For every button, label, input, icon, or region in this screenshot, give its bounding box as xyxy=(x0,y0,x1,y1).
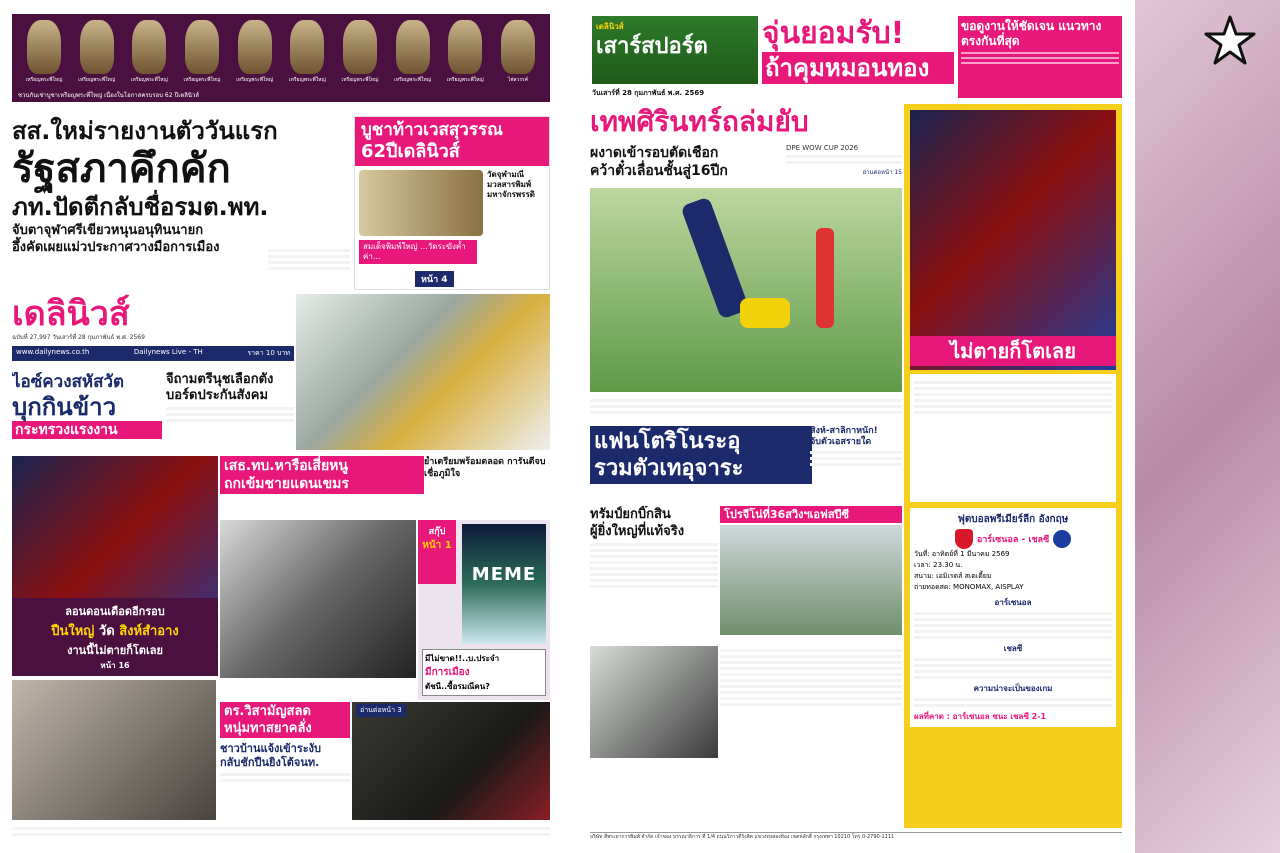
amulet-label: เหรียญพระพี่ใหญ่ xyxy=(394,77,432,83)
amulet-item xyxy=(441,20,489,84)
top-side-box xyxy=(958,16,1122,98)
amulet-label: สมเด็จพิมพ์ใหญ่ ...วัดระฆังค้ำค่า... xyxy=(363,242,466,261)
story-c-sub: ย้ำเตรียมพร้อมตลอด การันตีจบเชื่อภูมิใจ xyxy=(424,457,546,479)
amulet-item xyxy=(125,20,173,84)
top-headline xyxy=(762,16,954,98)
story-g-headline: โปรจีโน่ที่36สวิงฯเอฟสปีซี xyxy=(724,508,849,521)
story-c-line2: ถกเข้มชายแดนเขมร xyxy=(224,476,349,492)
story-a-line2: บุกกินข้าว xyxy=(12,393,117,421)
story-e-side1: สิงห์-สาลิกาหนัก! xyxy=(810,426,878,436)
top-headline-line2: ถ้าคุมหมอนทอง xyxy=(765,54,930,82)
amulet-icon xyxy=(238,20,272,74)
amulet-icon xyxy=(501,20,535,74)
feature-panel xyxy=(904,104,1122,828)
top-side-title: ขอดูงานให้ชัดเจน แนวทางตรงกันที่สุด xyxy=(961,19,1102,48)
lead-headline xyxy=(590,104,902,144)
story-d-sub1: ชาวบ้านแจ้งเข้าระงับ xyxy=(220,742,322,755)
amulet-ticker: ชวนกันเช่าบูชาเหรียญพระพี่ใหญ่ เนื่องในโอกาสครบรอบ 62 ปีเดลินิวส์ xyxy=(18,92,200,99)
amulet-label: เหรียญพระพี่ใหญ่ xyxy=(183,77,221,83)
football-promo-line3: งานนี้ไม่ตายก็โตเลย xyxy=(67,644,163,657)
story-f-line1: ทรัมป์ยกบิ๊กสิน xyxy=(590,507,671,522)
meeting-photo xyxy=(220,520,416,678)
match-section3: ความน่าจะเป็นของเกม xyxy=(973,684,1053,693)
amulet-icon xyxy=(396,20,430,74)
meme-caption3: ดัชนี..ซื้อรมณีคน? xyxy=(425,682,490,691)
headline-1-line5: อึ้งคัดเผยแม่วประกาศวางมือการเมือง xyxy=(12,240,220,255)
match-broadcast: ถ่ายทอดสด: MONOMAX, AISPLAY xyxy=(914,583,1024,591)
amulet-icon xyxy=(343,20,377,74)
amulet-label: เหรียญพระพี่ใหญ่ xyxy=(236,77,274,83)
amulet-item xyxy=(231,20,279,84)
soccer-caption xyxy=(590,396,902,422)
lead-page-ref: อ่านต่อหน้า 15 xyxy=(862,169,902,176)
story-d-line1: ตร.วิสามัญสลด xyxy=(224,704,311,719)
story-d-line2: หนุ่มทาสยาคลั่ง xyxy=(224,721,312,736)
feature-headline: ไม่ตายก็โตเลย xyxy=(910,336,1116,366)
masthead-issue: ฉบับที่ 27,997 วันเสาร์ที่ 28 กุมภาพันธ์ พ.ศ. 2569 xyxy=(12,334,145,341)
meme-title: MEME xyxy=(471,564,537,585)
football-promo-page: หน้า 16 xyxy=(100,661,130,670)
amulet-item xyxy=(178,20,226,84)
top-headline-line1: จุ่นยอมรับ! xyxy=(762,16,905,51)
masthead-social[interactable]: Dailynews Live - TH xyxy=(133,348,203,356)
football-promo-line1: ลอนดอนเดือดอีกรอบ xyxy=(65,605,165,618)
masthead-url[interactable]: www.dailynews.co.th xyxy=(16,348,90,356)
meme-image xyxy=(462,524,546,644)
right-page xyxy=(580,0,1132,853)
masthead-price: ราคา 10 บาท xyxy=(247,349,290,357)
match-venue: สนาม: เอมิเรตส์ สเตเดี้ยม xyxy=(914,572,992,580)
amulet-label: ไพ่สวรรค์ xyxy=(507,77,529,83)
amulet-icon xyxy=(448,20,482,74)
soccer-photo xyxy=(590,188,902,392)
amulet-item xyxy=(283,20,331,84)
side-panel xyxy=(1135,0,1280,853)
story-f xyxy=(590,506,718,642)
story-a-line3: กระทรวงแรงงาน xyxy=(12,421,162,439)
story-b xyxy=(166,372,294,448)
meme-label: สกุ๊ป xyxy=(428,527,446,537)
sport-header xyxy=(592,16,758,98)
headline-1-line4: จับตาจุฬาศรีเขียวหนุนอนุทินนายก xyxy=(12,223,204,238)
promo-page-ref: หน้า 4 xyxy=(415,271,454,287)
amulet-icon xyxy=(290,20,324,74)
amulet-item xyxy=(336,20,384,84)
match-title: ฟุตบอลพรีเมียร์ลีก อังกฤษ xyxy=(957,514,1069,525)
promo-subtitle: 62ปีเดลินิวส์ xyxy=(361,141,460,162)
story-e xyxy=(590,426,902,500)
lead-headline-text: เทพศิรินทร์ถล่มยับ xyxy=(590,105,809,138)
amulet-row xyxy=(12,14,550,84)
amulet-label: เหรียญพระพี่ใหญ่ xyxy=(130,77,168,83)
sport-header-brand: เดลินิวส์ xyxy=(596,22,624,31)
story-a xyxy=(12,372,162,452)
amulet-item xyxy=(389,20,437,84)
promo-box xyxy=(354,116,550,290)
amulet-icon xyxy=(132,20,166,74)
news-crowd-photo xyxy=(12,680,216,820)
left-footer-rule xyxy=(12,824,550,844)
amulet-icon xyxy=(27,20,61,74)
lead-sub2: คว้าตั๋วเลื่อนชั้นสู่16ปีก xyxy=(590,163,728,179)
left-page xyxy=(0,0,555,853)
lead-body xyxy=(786,144,902,184)
amulet-label: เหรียญพระพี่ใหญ่ xyxy=(446,77,484,83)
headline-1-line3: ภท.ปัดตีกลับชื่อรมต.พท. xyxy=(12,193,269,221)
match-prediction: ผลที่คาด : อาร์เซนอล ชนะ เชลซี 2-1 xyxy=(914,712,1047,721)
golfer-photo xyxy=(720,525,902,635)
promo-caption: วัดจุฬามณี มวลสารพิมพ์ มหาจักรพรรดิ xyxy=(487,170,535,199)
chelsea-badge-icon xyxy=(1053,530,1071,548)
football-promo-vs: วัด xyxy=(98,624,115,639)
promo-title: บูชาท้าวเวสสุวรรณ xyxy=(361,120,503,140)
amulet-icon xyxy=(185,20,219,74)
ceremony-photo xyxy=(296,294,550,450)
football-promo-team1: ปืนใหญ่ xyxy=(51,624,95,639)
headline-1-line2: รัฐสภาคึกคัก xyxy=(12,146,231,192)
amulet-strip xyxy=(12,14,550,102)
arsenal-badge-icon xyxy=(955,529,973,549)
match-teams: อาร์เซนอล - เชลซี xyxy=(976,535,1050,545)
sport-header-logo: เสาร์สปอร์ต xyxy=(596,34,708,59)
headline-1-line1: สส.ใหม่รายงานตัววันแรก xyxy=(12,117,278,145)
story-e-line1: แฟนโตริโนระอุ xyxy=(594,429,741,454)
right-footer xyxy=(590,832,1122,846)
match-time: เวลา: 23.30 น. xyxy=(914,561,963,569)
lead-sub xyxy=(590,144,782,184)
feature-photo xyxy=(910,110,1116,370)
right-footer-text: บริษัท สี่พระยาการพิมพ์ จำกัด เจ้าของ บรรณาธิการ ที่ 1/4 ถนนวิภาวดีรังสิต แขวงทุ่งสองห้อง เขตหลักสี่ กรุงเทพฯ 10210 โทร 0-2790-1111 xyxy=(590,834,895,840)
match-date: วันที่: อาทิตย์ที่ 1 มีนาคม 2569 xyxy=(914,550,1010,558)
story-e-side2: จับตัวเอสรายใด xyxy=(810,437,872,447)
sport-header-date: วันเสาร์ที่ 28 กุมภาพันธ์ พ.ศ. 2569 xyxy=(592,89,705,97)
story-c xyxy=(220,456,550,518)
masthead-logo: เดลินิวส์ xyxy=(12,294,130,334)
amulet-item xyxy=(73,20,121,84)
portrait-photo xyxy=(590,646,718,758)
amulet-image xyxy=(359,170,483,236)
story-d-page: อ่านต่อหน้า 3 xyxy=(356,704,406,717)
story-e-line2: รวมตัวเทอุจาระ xyxy=(594,456,744,481)
story-d xyxy=(220,702,350,822)
amulet-item xyxy=(494,20,542,84)
amulet-label: เหรียญพระพี่ใหญ่ xyxy=(288,77,326,83)
amulet-label: เหรียญพระพี่ใหญ่ xyxy=(78,77,116,83)
lead-sub1: ผงาดเข้ารอบตัดเชือก xyxy=(590,145,719,161)
amulet-item xyxy=(20,20,68,84)
story-b-headline: จี้ถามตรีนุชเลือกตั้ง บอร์ดประกันสังคม xyxy=(166,372,274,403)
meme-box xyxy=(418,520,550,700)
amulet-icon xyxy=(80,20,114,74)
story-f-line2: ผู้ยิ่งใหญ่ที่แท้จริง xyxy=(590,524,685,539)
headline-1-body xyxy=(268,246,350,286)
match-section2: เชลซี xyxy=(1003,644,1023,653)
lead-event: DPE WOW CUP 2026 xyxy=(786,144,859,152)
masthead xyxy=(12,294,294,370)
meme-caption2: มีการเมือง xyxy=(425,667,470,678)
story-c-line1: เสธ.ทบ.หารือเสี่ยหนู xyxy=(224,458,348,474)
story-g xyxy=(720,506,902,642)
amulet-label: เหรียญพระพี่ใหญ่ xyxy=(341,77,379,83)
amulet-label: เหรียญพระพี่ใหญ่ xyxy=(25,77,63,83)
football-promo-team2: สิงห์สำอาง xyxy=(119,624,179,639)
star-icon[interactable] xyxy=(1203,14,1257,68)
story-a-line1: ไอซ์ควงสหัสวัต xyxy=(12,372,125,392)
meme-page: หน้า 1 xyxy=(422,540,452,551)
car-photo xyxy=(352,702,550,820)
meme-caption1: มีไม่ขาด!!..บ.ประจำ xyxy=(425,654,500,663)
story-d-sub2: กลับชักปืนยิงโต้จนท. xyxy=(220,756,320,769)
match-section1: อาร์เซนอล xyxy=(994,598,1032,607)
bottom-body xyxy=(720,646,902,806)
football-promo xyxy=(12,456,218,676)
